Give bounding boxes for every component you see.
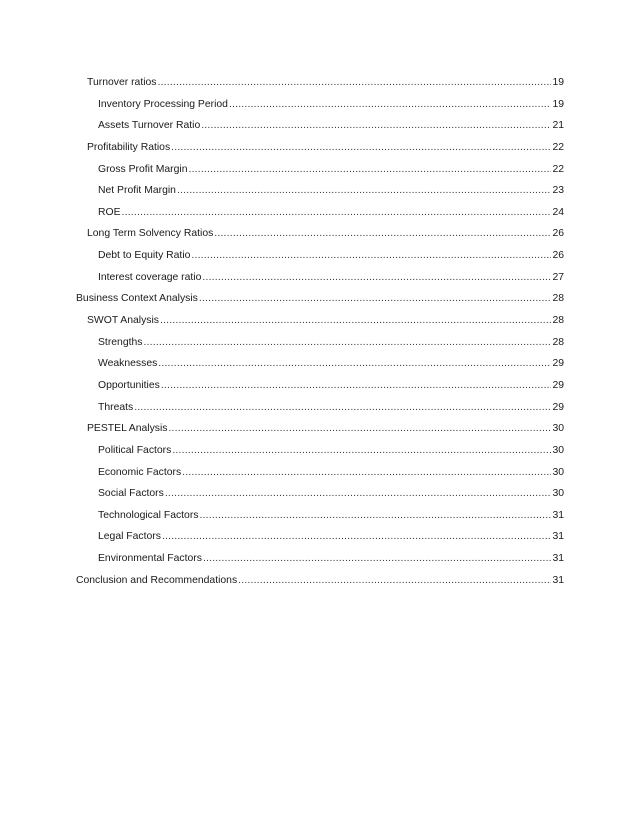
toc-entry-title[interactable]: PESTEL Analysis	[87, 423, 168, 435]
toc-dot-leader	[214, 223, 551, 245]
toc-entry-page-number[interactable]: 31	[552, 509, 564, 521]
toc-entry-title[interactable]: Environmental Factors	[98, 553, 202, 565]
toc-entry[interactable]	[76, 483, 564, 505]
toc-entry-page-number[interactable]: 26	[552, 228, 564, 240]
toc-dot-leader	[162, 526, 551, 548]
toc-entry-page-number[interactable]: 28	[552, 336, 564, 348]
toc-entry-page-number[interactable]: 30	[552, 488, 564, 500]
toc-entry-page-number[interactable]: 26	[552, 250, 564, 262]
toc-dot-leader	[160, 310, 551, 332]
toc-entry-page-number[interactable]: 19	[552, 98, 564, 110]
toc-dot-leader	[203, 548, 551, 570]
toc-dot-leader	[158, 72, 552, 94]
toc-dot-leader	[122, 202, 552, 224]
toc-entry[interactable]	[76, 505, 564, 527]
toc-entry[interactable]	[76, 462, 564, 484]
toc-entry-page-number[interactable]: 31	[552, 531, 564, 543]
toc-entry-title[interactable]: Profitability Ratios	[87, 141, 171, 153]
toc-entry-title[interactable]: Economic Factors	[98, 466, 182, 478]
toc-entry-title[interactable]: Long Term Solvency Ratios	[87, 228, 214, 240]
toc-dot-leader	[134, 397, 551, 419]
table-of-contents	[76, 72, 564, 591]
toc-entry[interactable]	[76, 526, 564, 548]
toc-entry[interactable]	[76, 137, 564, 159]
toc-entry-title[interactable]: Weaknesses	[98, 358, 158, 370]
toc-dot-leader	[229, 94, 551, 116]
toc-entry-page-number[interactable]: 22	[552, 141, 564, 153]
toc-entry-title[interactable]: Technological Factors	[98, 509, 199, 521]
toc-entry-page-number[interactable]: 23	[552, 185, 564, 197]
toc-dot-leader	[182, 462, 551, 484]
toc-entry-page-number[interactable]: 28	[552, 293, 564, 305]
toc-entry[interactable]	[76, 115, 564, 137]
toc-entry-title[interactable]: Debt to Equity Ratio	[98, 250, 191, 262]
toc-entry[interactable]	[76, 180, 564, 202]
toc-entry-title[interactable]: Turnover ratios	[87, 77, 157, 88]
toc-entry[interactable]	[76, 245, 564, 267]
toc-dot-leader	[191, 245, 551, 267]
toc-entry-page-number[interactable]: 19	[552, 77, 564, 88]
toc-entry-title[interactable]: Social Factors	[98, 488, 164, 500]
toc-entry[interactable]	[76, 223, 564, 245]
toc-entry-title[interactable]: Threats	[98, 401, 134, 413]
toc-entry-title[interactable]: SWOT Analysis	[87, 315, 159, 327]
toc-entry-page-number[interactable]: 28	[552, 315, 564, 327]
toc-entry-title[interactable]: Opportunities	[98, 379, 160, 391]
toc-entry-page-number[interactable]: 29	[552, 358, 564, 370]
toc-entry-page-number[interactable]: 30	[552, 423, 564, 435]
toc-entry-title[interactable]: Business Context Analysis	[76, 293, 198, 305]
toc-entry-title[interactable]: Conclusion and Recommendations	[76, 574, 238, 586]
toc-entry[interactable]	[76, 332, 564, 354]
toc-entry-title[interactable]: ROE	[98, 206, 121, 218]
toc-entry[interactable]	[76, 570, 564, 592]
toc-dot-leader	[171, 137, 551, 159]
toc-entry-title[interactable]: Legal Factors	[98, 531, 161, 543]
toc-entry[interactable]	[76, 353, 564, 375]
toc-entry-title[interactable]: Interest coverage ratio	[98, 271, 202, 283]
toc-entry[interactable]	[76, 267, 564, 289]
toc-entry[interactable]	[76, 397, 564, 419]
toc-dot-leader	[172, 440, 551, 462]
toc-entry-page-number[interactable]: 22	[552, 163, 564, 175]
toc-entry-page-number[interactable]: 30	[552, 466, 564, 478]
toc-entry-title[interactable]: Inventory Processing Period	[98, 98, 228, 110]
toc-entry-title[interactable]: Strengths	[98, 336, 143, 348]
toc-entry[interactable]	[76, 440, 564, 462]
toc-entry-page-number[interactable]: 29	[552, 401, 564, 413]
toc-dot-leader	[238, 570, 551, 592]
toc-entry-page-number[interactable]: 31	[552, 574, 564, 586]
toc-entry-page-number[interactable]: 31	[552, 553, 564, 565]
toc-dot-leader	[168, 418, 551, 440]
toc-dot-leader	[189, 159, 552, 181]
toc-dot-leader	[199, 288, 552, 310]
toc-entry[interactable]	[76, 72, 564, 94]
toc-entry-title[interactable]: Political Factors	[98, 444, 172, 456]
toc-dot-leader	[202, 267, 551, 289]
toc-entry[interactable]	[76, 288, 564, 310]
toc-entry[interactable]	[76, 548, 564, 570]
toc-entry[interactable]	[76, 375, 564, 397]
toc-entry-page-number[interactable]: 29	[552, 379, 564, 391]
toc-entry[interactable]	[76, 202, 564, 224]
toc-dot-leader	[165, 483, 552, 505]
toc-dot-leader	[177, 180, 551, 202]
toc-entry-title[interactable]: Net Profit Margin	[98, 185, 176, 197]
toc-dot-leader	[201, 115, 551, 137]
toc-entry-page-number[interactable]: 24	[552, 206, 564, 218]
toc-entry-title[interactable]: Gross Profit Margin	[98, 163, 188, 175]
toc-entry[interactable]	[76, 310, 564, 332]
toc-entry-title[interactable]: Assets Turnover Ratio	[98, 120, 201, 132]
toc-entry[interactable]	[76, 418, 564, 440]
toc-dot-leader	[158, 353, 551, 375]
toc-dot-leader	[143, 332, 551, 354]
toc-entry-page-number[interactable]: 27	[552, 271, 564, 283]
toc-dot-leader	[200, 505, 552, 527]
toc-entry-page-number[interactable]: 30	[552, 444, 564, 456]
toc-dot-leader	[161, 375, 552, 397]
toc-entry-page-number[interactable]: 21	[552, 120, 564, 132]
toc-entry[interactable]	[76, 94, 564, 116]
toc-entry[interactable]	[76, 159, 564, 181]
